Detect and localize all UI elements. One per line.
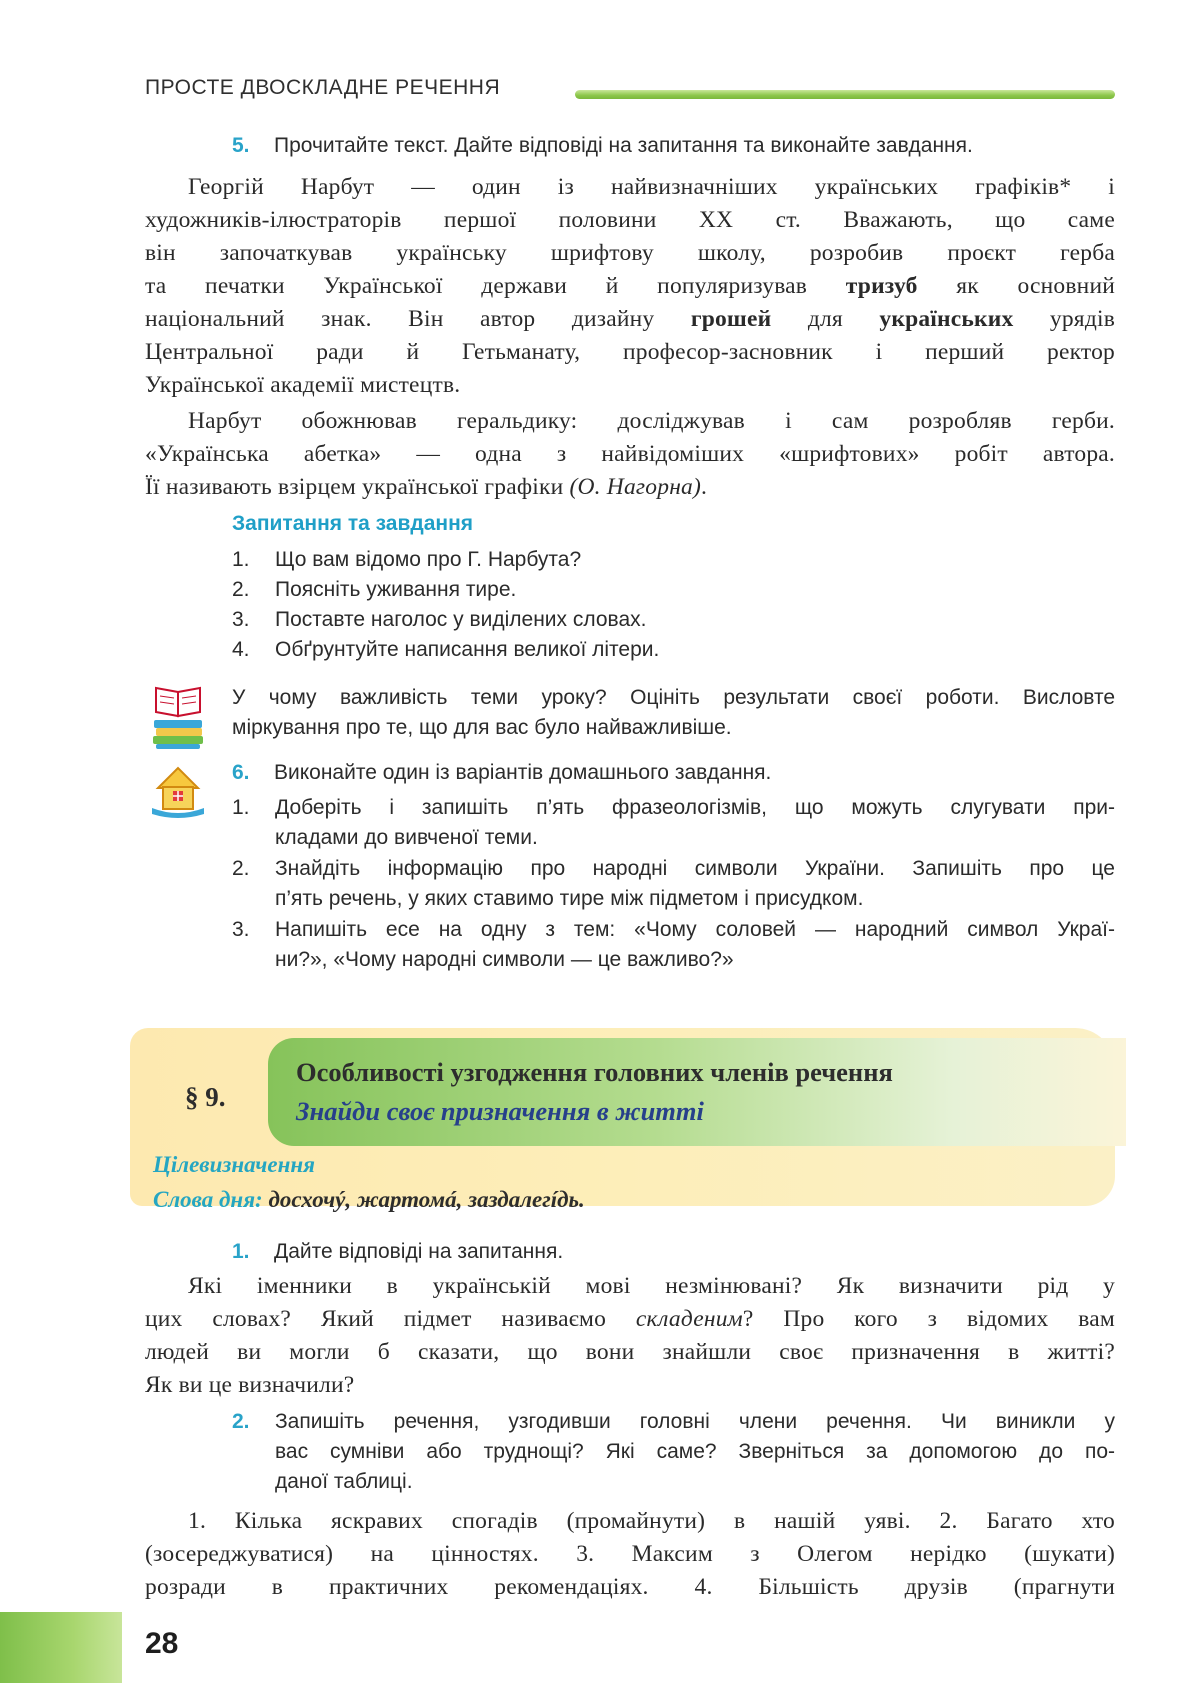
author-citation: (О. Нагорна): [569, 474, 702, 500]
paragraph-line: він започаткував українську шрифтову школу, розробив проєкт герба: [145, 240, 1115, 266]
section-title: Особливості узгодження головних членів речення: [296, 1057, 893, 1087]
task-number: 1.: [232, 1240, 250, 1263]
list-item: 1. Що вам відомо про Г. Нарбута?: [232, 548, 582, 571]
questions-list: [232, 545, 659, 665]
books-icon: [150, 684, 208, 750]
paragraph-line: Як ви це визначили?: [145, 1372, 355, 1398]
paragraph-line: людей ви могли б сказати, що вони знайшли своє призначення в житті?: [145, 1339, 1115, 1365]
words-label: Слова дня:: [153, 1187, 263, 1212]
paragraph-line: Її називають взірцем української графіки (О. Нагорна).: [145, 474, 708, 500]
exercise-line: (зосереджуватися) на цінностях. 3. Максим з Олегом нерідко (шукати): [145, 1541, 1115, 1567]
list-item: 2. Поясніть уживання тире.: [232, 578, 517, 601]
words-of-day: [153, 1187, 585, 1213]
questions-heading: Запитання та завдання: [232, 512, 474, 535]
paragraph-line: Які іменники в українській мові незмінювані? Як визначити рід у: [188, 1273, 1115, 1299]
bold-word: грошей: [690, 306, 772, 332]
page-number: 28: [145, 1627, 179, 1660]
task-6-instruction: 6. Виконайте один із варіантів домашнього завдання.: [232, 761, 772, 784]
task-5-instruction: [232, 134, 973, 158]
paragraph-line: «Українська абетка» — одна з найвідоміших «шрифтових» робіт автора.: [145, 441, 1115, 467]
homework-item-line: Знайдіть інформацію про народні символи України. Запишіть про це: [275, 857, 1115, 880]
section-subtitle: Знайди своє призначення в житті: [296, 1096, 704, 1126]
goal-label: Цілевизначення: [153, 1152, 315, 1177]
task-number: 2.: [232, 1410, 250, 1433]
task-1-instruction: 1. Дайте відповіді на запитання.: [232, 1240, 564, 1263]
paragraph-line: художників-ілюстраторів першої половини XX ст. Вважають, що саме: [145, 207, 1115, 233]
homework-item-line: Доберіть і запишіть п’ять фразеологізмів, що можуть слугувати при-: [275, 796, 1115, 819]
homework-item-line: Напишіть есе на одну з тем: «Чому соловей — народний символ Украї-: [275, 918, 1115, 941]
house-icon: [148, 758, 208, 818]
bold-word: українських: [879, 306, 1014, 332]
list-item: 4. Обґрунтуйте написання великої літери.: [232, 638, 660, 661]
exercise-line: розради в практичних рекомендаціях. 4. Більшість друзів (прагнути: [145, 1574, 1115, 1600]
paragraph-line: національний знак. Він автор дизайну грошей для українських урядів: [145, 306, 1115, 332]
header-rule: [575, 90, 1115, 99]
list-item: 3. Поставте наголос у виділених словах.: [232, 608, 647, 631]
paragraph-line: Нарбут обожнював геральдику: досліджував і сам розробляв герби.: [188, 408, 1115, 434]
task-number: 6.: [232, 761, 250, 784]
paragraph-line: та печатки Української держави й популяризував тризуб як основний: [145, 273, 1115, 299]
homework-item-number: 2.: [232, 857, 250, 880]
homework-item-line: кладами до вивченої теми.: [275, 826, 538, 849]
paragraph-line: цих словах? Який підмет називаємо складеним? Про кого з відомих вам: [145, 1306, 1115, 1332]
exercise-line: 1. Кілька яскравих спогадів (промайнути) в нашій уяві. 2. Багато хто: [188, 1508, 1115, 1534]
task-2-line: вас сумніви або труднощі? Які саме? Зверніться за допомогою до по-: [275, 1440, 1115, 1463]
italic-term: складеним: [635, 1306, 743, 1332]
words-list: досхочý, жартомá, заздалегíдь.: [268, 1187, 585, 1212]
homework-item-number: 3.: [232, 918, 250, 941]
homework-item-number: 1.: [232, 796, 250, 819]
paragraph-line: Георгій Нарбут — один із найвизначніших українських графіків* і: [188, 174, 1115, 200]
paragraph-line: Української академії мистецтв.: [145, 372, 461, 398]
page-number-tab: [0, 1612, 122, 1683]
task-2-line: даної таблиці.: [275, 1470, 413, 1493]
bold-word: тризуб: [845, 273, 918, 299]
section-title-band: [268, 1038, 1126, 1146]
running-head: ПРОСТЕ ДВОСКЛАДНЕ РЕЧЕННЯ: [145, 76, 501, 99]
homework-item-line: п’ять речень, у яких ставимо тире між підметом і присудком.: [275, 887, 864, 910]
section-number: § 9.: [185, 1082, 226, 1112]
task-text: Прочитайте текст. Дайте відповіді на запитання та виконайте завдання.: [274, 134, 973, 157]
reflection-line: У чому важливість теми уроку? Оцініть результати своєї роботи. Висловте: [232, 686, 1115, 709]
task-2-line: Запишіть речення, узгодивши головні члени речення. Чи виникли у: [275, 1410, 1115, 1433]
task-number: 5.: [232, 134, 250, 157]
homework-item-line: ни?», «Чому народні символи — це важливо?»: [275, 948, 734, 971]
reflection-line: міркування про те, що для вас було найважливіше.: [232, 716, 732, 739]
paragraph-line: Центральної ради й Гетьманату, професор-засновник і перший ректор: [145, 339, 1115, 365]
